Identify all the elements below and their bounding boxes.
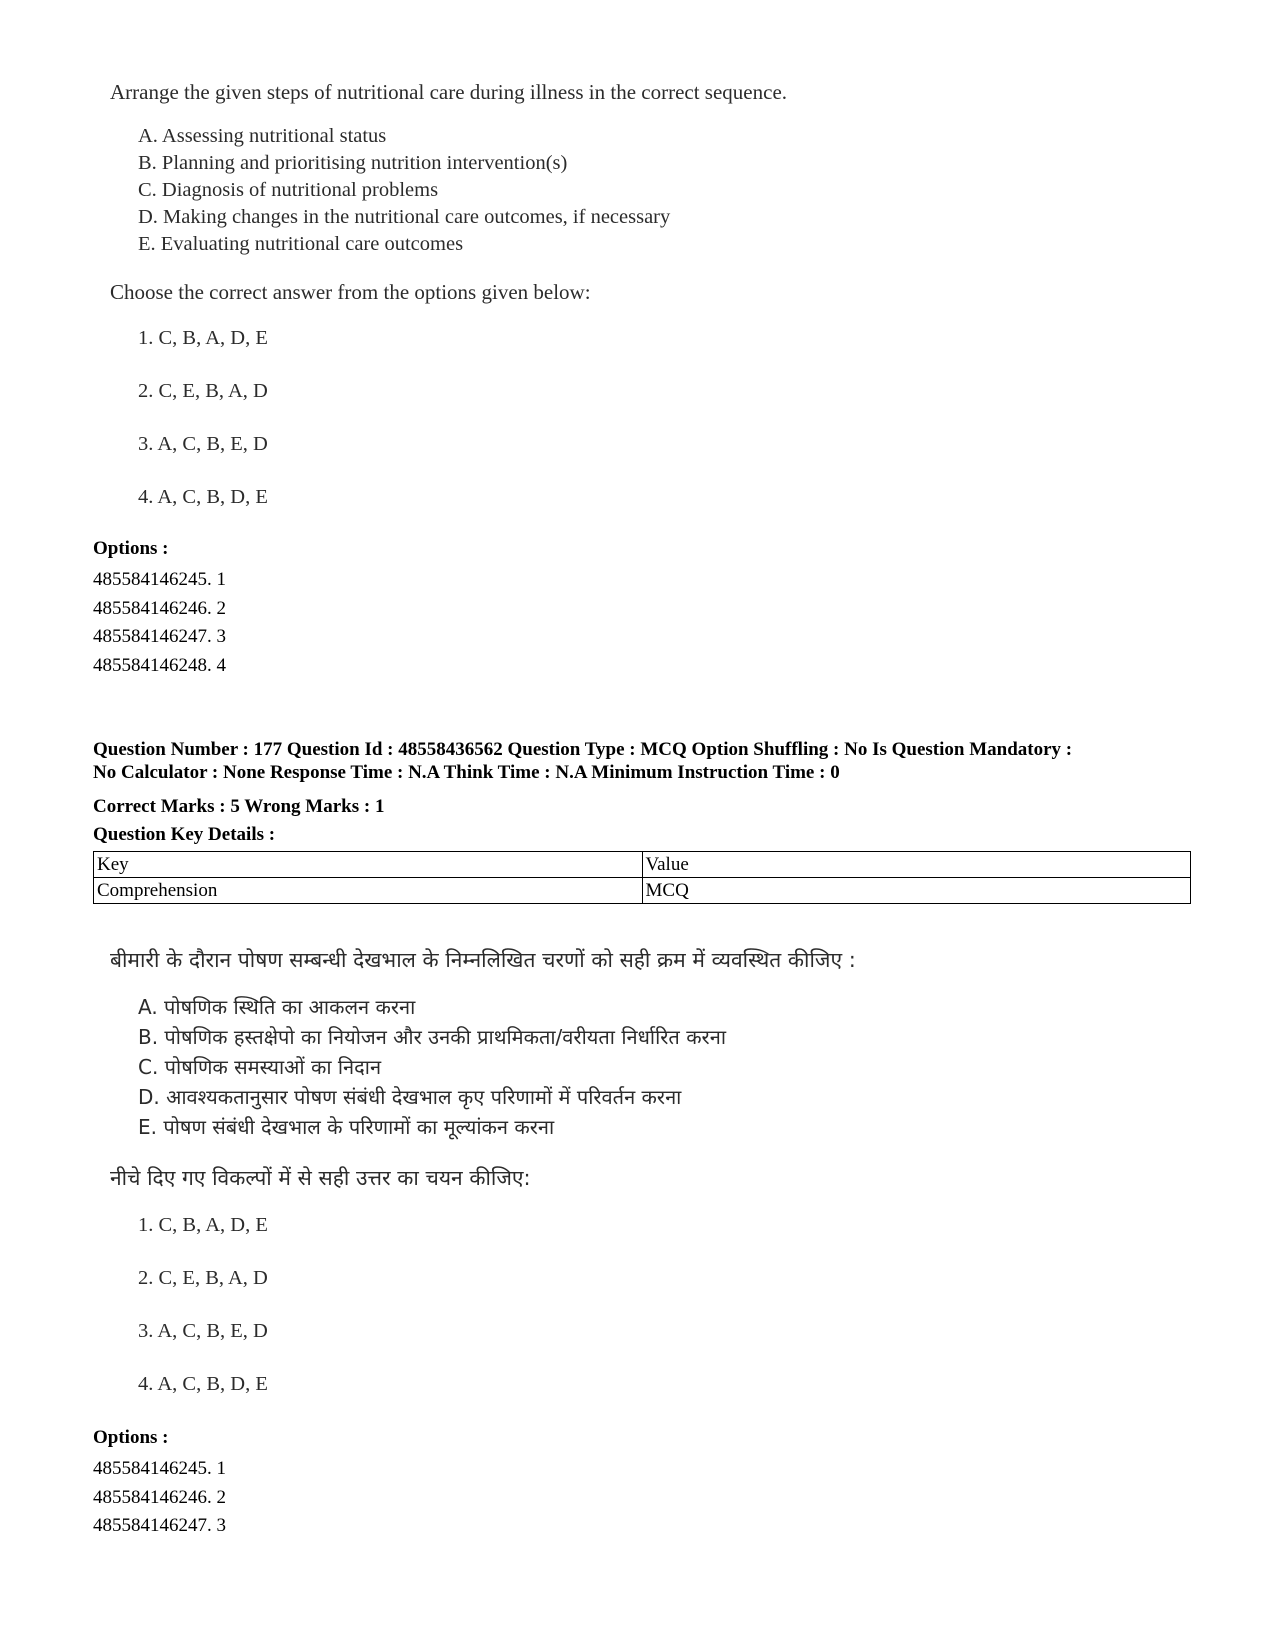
step-item: C. Diagnosis of nutritional problems [138, 179, 439, 201]
table-cell-key: Comprehension [94, 878, 643, 904]
option-line: 485584146247. 3 [93, 626, 226, 647]
marks-line: Correct Marks : 5 Wrong Marks : 1 [93, 796, 385, 817]
choices-list [138, 1214, 856, 1426]
options-block-177 [93, 1427, 226, 1541]
choose-instruction: Choose the correct answer from the options given below: [110, 280, 591, 304]
choice-item: 1. C, B, A, D, E [138, 327, 268, 349]
step-item: B. Planning and prioritising nutrition intervention(s) [138, 152, 568, 174]
table-cell-value: MCQ [642, 878, 1191, 904]
choice-item: 3. A, C, B, E, D [138, 1320, 268, 1342]
steps-list [138, 123, 787, 258]
meta-line-2: No Calculator : None Response Time : N.A Think Time : N.A Minimum Instruction Time : 0 [93, 762, 840, 783]
steps-list [138, 992, 856, 1142]
step-item: A. पोषणिक स्थिति का आकलन करना [138, 995, 416, 1019]
question-prompt: बीमारी के दौरान पोषण सम्बन्धी देखभाल के निम्नलिखित चरणों को सही क्रम में व्यवस्थित कीजिए : [110, 948, 856, 972]
key-details-table [93, 851, 1191, 904]
choice-item: 2. C, E, B, A, D [138, 380, 268, 402]
step-item: C. पोषणिक समस्याओं का निदान [138, 1055, 382, 1079]
option-line: 485584146246. 2 [93, 1486, 226, 1508]
option-line: 485584146246. 2 [93, 597, 226, 619]
table-row [94, 878, 1191, 904]
choice-item: 3. A, C, B, E, D [138, 433, 268, 455]
step-item: D. Making changes in the nutritional care outcomes, if necessary [138, 206, 671, 228]
choice-item: 2. C, E, B, A, D [138, 1267, 268, 1289]
option-line: 485584146245. 1 [93, 1458, 226, 1479]
key-details-heading: Question Key Details : [93, 824, 276, 845]
table-header-value: Value [642, 852, 1191, 878]
option-line: 485584146248. 4 [93, 654, 226, 676]
choice-item: 4. A, C, B, D, E [138, 486, 268, 508]
step-item: A. Assessing nutritional status [138, 125, 387, 147]
options-heading: Options : [93, 1427, 169, 1448]
question-177-image [110, 946, 856, 1426]
options-block-176 [93, 538, 226, 680]
table-header-key: Key [94, 852, 643, 878]
step-item: E. Evaluating nutritional care outcomes [138, 233, 464, 255]
question-meta [93, 738, 1193, 784]
step-item: D. आवश्यकतानुसार पोषण संबंधी देखभाल कृए परिणामों में परिवर्तन करना [138, 1085, 682, 1109]
choose-instruction: नीचे दिए गए विकल्पों में से सही उत्तर का चयन कीजिए: [110, 1166, 531, 1190]
question-prompt: Arrange the given steps of nutritional care during illness in the correct sequence. [110, 80, 788, 104]
choices-list [138, 327, 787, 539]
table-header-row [94, 852, 1191, 878]
question-176-image [110, 80, 787, 539]
choice-item: 4. A, C, B, D, E [138, 1373, 268, 1395]
meta-line-1: Question Number : 177 Question Id : 48558436562 Question Type : MCQ Option Shuffling : No Is Question Mandatory : [93, 739, 1073, 760]
choice-item: 1. C, B, A, D, E [138, 1214, 268, 1236]
step-item: E. पोषण संबंधी देखभाल के परिणामों का मूल्यांकन करना [138, 1115, 555, 1139]
option-line: 485584146245. 1 [93, 569, 226, 590]
option-line: 485584146247. 3 [93, 1515, 226, 1536]
step-item: B. पोषणिक हस्तक्षेपो का नियोजन और उनकी प्राथमिकता/वरीयता निर्धारित करना [138, 1025, 727, 1049]
options-heading: Options : [93, 538, 169, 559]
